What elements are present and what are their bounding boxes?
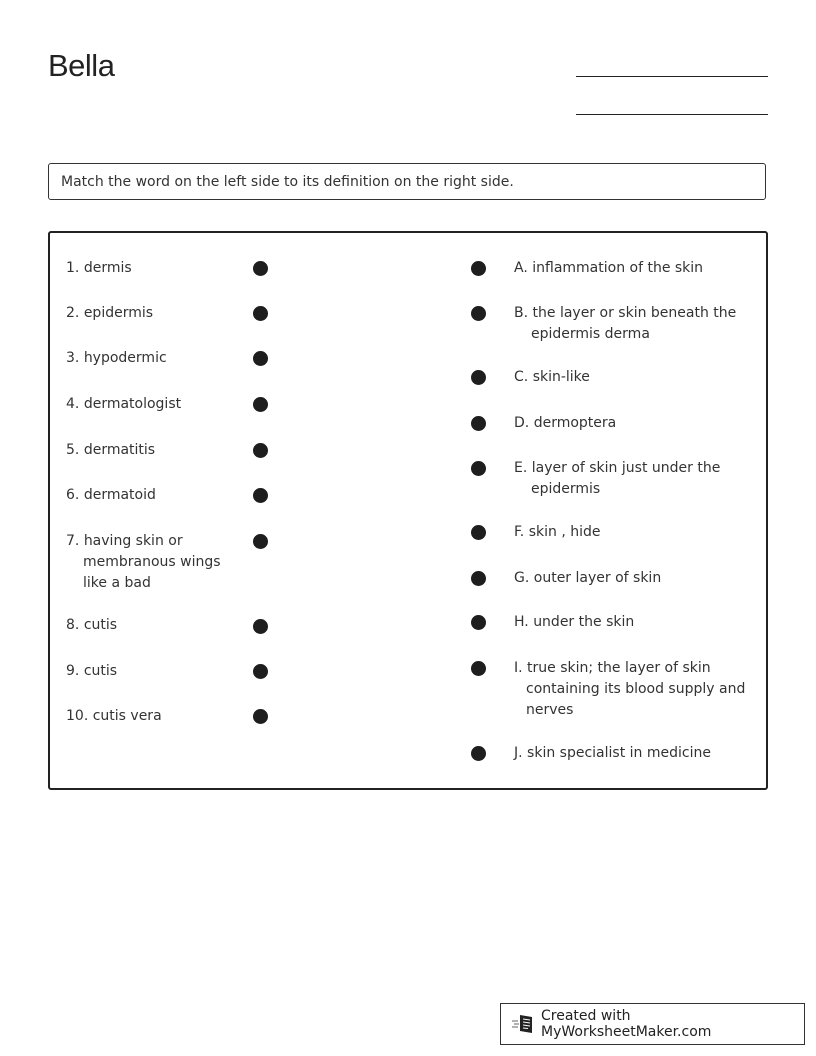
term-number: 9. xyxy=(66,663,80,679)
definition-item xyxy=(514,258,754,279)
definition-match-dot[interactable] xyxy=(471,571,486,586)
definition-match-dot[interactable] xyxy=(471,261,486,276)
term-text: cutis vera xyxy=(92,708,162,724)
date-input-line[interactable] xyxy=(576,114,768,115)
definition-letter: G. xyxy=(514,570,530,586)
term-item xyxy=(66,348,236,369)
definition-match-dot[interactable] xyxy=(471,461,486,476)
term-match-dot[interactable] xyxy=(253,351,268,366)
definition-item xyxy=(514,612,754,633)
definition-item xyxy=(514,568,754,589)
term-match-dot[interactable] xyxy=(253,397,268,412)
definition-match-dot[interactable] xyxy=(471,746,486,761)
definition-match-dot[interactable] xyxy=(471,370,486,385)
term-match-dot[interactable] xyxy=(253,261,268,276)
term-item xyxy=(66,531,243,594)
term-text: having skin or membranous wings like a bad xyxy=(83,533,221,591)
definition-text: skin , hide xyxy=(528,524,601,540)
definition-letter: I. xyxy=(514,660,523,676)
definition-letter: C. xyxy=(514,369,529,385)
definition-letter: E. xyxy=(514,460,528,476)
term-number: 8. xyxy=(66,617,80,633)
term-text: dermatitis xyxy=(83,442,156,458)
definition-text: skin specialist in medicine xyxy=(527,745,711,761)
definition-item xyxy=(514,743,754,764)
term-text: cutis xyxy=(83,617,118,633)
definition-letter: A. xyxy=(514,260,528,276)
term-text: dermis xyxy=(83,260,132,276)
definition-text: dermoptera xyxy=(533,415,617,431)
definition-match-dot[interactable] xyxy=(471,306,486,321)
term-number: 10. xyxy=(66,708,89,724)
term-match-dot[interactable] xyxy=(253,619,268,634)
term-number: 6. xyxy=(66,487,80,503)
definition-text: true skin; the layer of skin containing its blood supply and nerves xyxy=(526,660,746,718)
definition-item xyxy=(514,458,771,500)
term-item xyxy=(66,303,236,324)
term-match-dot[interactable] xyxy=(253,443,268,458)
definition-match-dot[interactable] xyxy=(471,525,486,540)
term-item xyxy=(66,615,236,636)
definition-letter: H. xyxy=(514,614,529,630)
term-match-dot[interactable] xyxy=(253,664,268,679)
term-item xyxy=(66,440,236,461)
definition-match-dot[interactable] xyxy=(471,416,486,431)
term-number: 2. xyxy=(66,305,80,321)
term-match-dot[interactable] xyxy=(253,306,268,321)
term-match-dot[interactable] xyxy=(253,709,268,724)
term-text: epidermis xyxy=(83,305,154,321)
worksheet-maker-logo-icon xyxy=(511,1013,535,1035)
term-text: dermatologist xyxy=(83,396,182,412)
term-item xyxy=(66,661,236,682)
definition-item xyxy=(514,367,754,388)
name-input-line[interactable] xyxy=(576,76,768,77)
term-number: 4. xyxy=(66,396,80,412)
term-number: 3. xyxy=(66,350,80,366)
definition-text: under the skin xyxy=(533,614,635,630)
worksheet-title: Bella xyxy=(48,48,115,83)
term-match-dot[interactable] xyxy=(253,534,268,549)
definition-text: outer layer of skin xyxy=(533,570,662,586)
term-match-dot[interactable] xyxy=(253,488,268,503)
term-item xyxy=(66,258,236,279)
definition-letter: B. xyxy=(514,305,529,321)
definition-item xyxy=(514,303,771,345)
term-number: 1. xyxy=(66,260,80,276)
definition-letter: F. xyxy=(514,524,525,540)
term-number: 7. xyxy=(66,533,80,549)
footer-badge[interactable] xyxy=(500,1003,805,1045)
instructions-box: Match the word on the left side to its definition on the right side. xyxy=(48,163,766,200)
definition-item xyxy=(514,522,754,543)
definition-letter: J. xyxy=(514,745,523,761)
term-text: dermatoid xyxy=(83,487,156,503)
term-text: hypodermic xyxy=(83,350,167,366)
definition-text: the layer or skin beneath the epidermis derma xyxy=(531,305,737,342)
term-item xyxy=(66,394,236,415)
definition-match-dot[interactable] xyxy=(471,661,486,676)
term-item xyxy=(66,485,236,506)
definition-text: inflammation of the skin xyxy=(532,260,704,276)
definition-item xyxy=(514,413,754,434)
footer-text: Created with MyWorksheetMaker.com xyxy=(541,1008,712,1040)
definition-text: skin-like xyxy=(532,369,590,385)
definition-text: layer of skin just under the epidermis xyxy=(531,460,721,497)
term-item xyxy=(66,706,236,727)
definition-match-dot[interactable] xyxy=(471,615,486,630)
definition-letter: D. xyxy=(514,415,530,431)
definition-item xyxy=(514,658,766,721)
term-text: cutis xyxy=(83,663,118,679)
term-number: 5. xyxy=(66,442,80,458)
